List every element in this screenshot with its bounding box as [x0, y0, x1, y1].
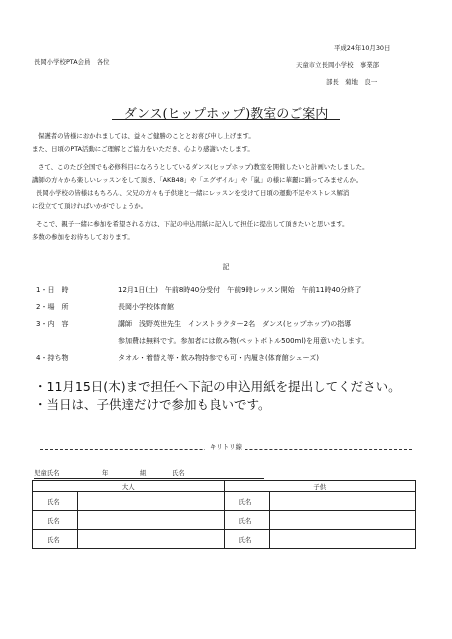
- child-name-field[interactable]: [269, 511, 416, 530]
- detail-value-datetime: 12月1日(土) 午前8時40分受付 午前9時レッスン開始 午前11時40分終了: [118, 286, 362, 294]
- detail-value-content: 講師 浅野英世先生 インストラクター2名 ダンス(ヒップホップ)の指導: [118, 320, 352, 328]
- body-line: 講師の方々から楽しいレッスンをして頂き、「AKB48」や「エグザイル」や「嵐」の様に華麗に踊ってみませんか。: [32, 176, 363, 184]
- child-name-field[interactable]: [269, 530, 416, 549]
- child-name-label-cell: 氏名: [224, 530, 269, 549]
- student-name-label: 氏名: [172, 469, 185, 477]
- child-name-label-cell: 氏名: [224, 492, 269, 511]
- adult-name-label: 氏名: [33, 492, 78, 511]
- cut-line-label: キリトリ線: [210, 443, 242, 451]
- detail-label-datetime: 1・日 時: [36, 286, 69, 294]
- ki-heading: 記: [222, 263, 230, 271]
- detail-value-belongings: タオル・着替え等・飲み物持参でも可・内履き(体育館シューズ): [118, 354, 319, 362]
- title-underline: [112, 119, 340, 120]
- body-line: 多数の参加をお待ちしております。: [32, 233, 134, 241]
- body-line: 長岡小学校の皆様はもちろん、父兄の方々も子供達と一緒にレッスンを受けて日頃の運動不足やストレス解消: [36, 189, 350, 197]
- issuing-organization: 天童市立長岡小学校 事業部: [296, 61, 380, 69]
- body-line: また、日頃のPTA活動にご理解とご協力をいただき、心より感謝いたします。: [32, 145, 254, 153]
- body-line: さて、このたび全国でも必修科目になろうとしているダンス(ヒップホップ)教室を開催したいと計画いたしました。: [38, 163, 369, 171]
- table-row: [33, 511, 416, 530]
- detail-value-fee: 参加費は無料です。参加者には飲み物(ペットボトル500ml)を用意いたします。: [118, 337, 369, 345]
- detail-label-place: 2・場 所: [36, 303, 69, 311]
- detail-label-content: 3・内 容: [36, 320, 69, 328]
- adult-name-field[interactable]: [78, 530, 225, 549]
- class-label: 組: [140, 469, 147, 477]
- detail-value-place: 長岡小学校体育館: [118, 303, 174, 311]
- adult-header: 大人: [33, 481, 225, 492]
- child-name-label-cell: 氏名: [224, 511, 269, 530]
- child-name-underline: [34, 478, 264, 479]
- signatory: 部長 菊地 良一: [326, 78, 378, 86]
- addressee: 長岡小学校PTA会員 各位: [34, 58, 110, 66]
- adult-name-field[interactable]: [78, 492, 225, 511]
- body-line: に役立てて頂ければいかがでしょうか。: [32, 202, 148, 210]
- body-line: 保護者の皆様におかれましては、益々ご健勝のこととお喜び申し上げます。: [38, 132, 255, 140]
- document-title: ダンス(ヒップホップ)教室のご案内: [123, 107, 329, 122]
- body-line: そこで、親子一緒に参加を希望される方は、下記の申込用紙に記入して担任に提出して頂きたいと思います。: [36, 220, 349, 228]
- adult-name-label: 氏名: [33, 511, 78, 530]
- child-name-field[interactable]: [269, 492, 416, 511]
- table-row: [33, 492, 416, 511]
- adult-name-label: 氏名: [33, 530, 78, 549]
- notice-deadline: ・11月15日(木)まで担任へ下記の申込用紙を提出してください。: [34, 379, 401, 394]
- child-header: 子供: [224, 481, 416, 492]
- adult-name-field[interactable]: [78, 511, 225, 530]
- grade-label: 年: [102, 469, 109, 477]
- application-table: [32, 480, 416, 549]
- table-row: [33, 530, 416, 549]
- child-name-label: 児童氏名: [34, 469, 60, 477]
- detail-label-belongings: 4・持ち物: [36, 354, 69, 362]
- document-date: 平成24年10月30日: [334, 44, 391, 52]
- notice-children-only: ・当日は、子供達だけで参加も良いです。: [34, 397, 271, 412]
